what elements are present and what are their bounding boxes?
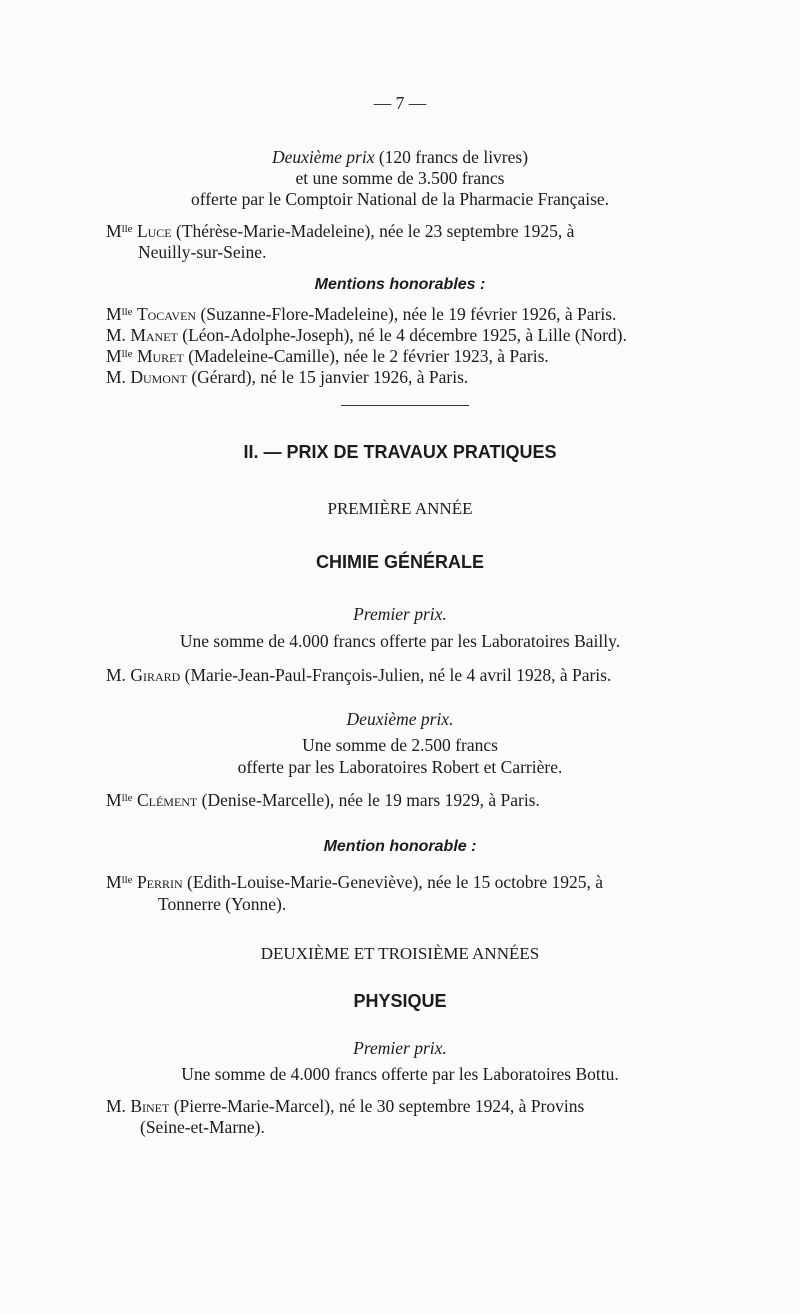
mention-title: M. bbox=[106, 367, 126, 387]
mention-winner bbox=[106, 871, 603, 893]
mention-surname: Tocaven bbox=[136, 304, 197, 324]
second-prize-winner bbox=[106, 789, 540, 811]
subject-heading-2: PHYSIQUE bbox=[353, 991, 447, 1011]
physique-prize-line: Une somme de 4.000 francs offerte par les Laboratoires Bottu. bbox=[181, 1064, 619, 1084]
prize-amount-line: et une somme de 3.500 francs bbox=[295, 168, 505, 188]
physique-prize-title: Premier prix. bbox=[353, 1038, 447, 1058]
mention-title: M. bbox=[106, 325, 126, 345]
mention-rest: (Léon-Adolphe-Joseph), né le 4 décembre 1925, à Lille (Nord). bbox=[177, 325, 627, 345]
winner-rest: (Marie-Jean-Paul-François-Julien, né le 4 avril 1928, à Paris. bbox=[180, 665, 612, 685]
first-prize-title: Premier prix. bbox=[353, 604, 447, 624]
winner-surname: Perrin bbox=[136, 872, 183, 892]
winner-title: M. bbox=[106, 1096, 126, 1116]
mention-rest: (Gérard), né le 15 janvier 1926, à Paris. bbox=[186, 367, 469, 387]
winner-surname: Clément bbox=[136, 790, 198, 810]
physique-prize-winner-cont: (Seine-et-Marne). bbox=[140, 1117, 265, 1137]
second-prize-title: Deuxième prix. bbox=[346, 709, 454, 729]
prize-title-rest: (120 francs de livres) bbox=[374, 147, 529, 167]
first-prize-winner bbox=[106, 664, 611, 686]
mention-sup: lle bbox=[121, 348, 133, 360]
mention-item bbox=[106, 345, 549, 367]
mention-surname: Dumont bbox=[130, 367, 187, 387]
mention-item bbox=[106, 303, 616, 325]
mention-surname: Muret bbox=[136, 346, 184, 366]
mention-title: M bbox=[106, 346, 122, 366]
winner-title-sup: lle bbox=[121, 223, 133, 235]
winner-line bbox=[106, 220, 574, 242]
winner-title: M bbox=[106, 221, 122, 241]
prize-heading-line bbox=[0, 146, 800, 168]
winner-surname: Girard bbox=[130, 665, 181, 685]
mention-rest: (Suzanne-Flore-Madeleine), née le 19 février 1926, à Paris. bbox=[196, 304, 617, 324]
first-prize-line: Une somme de 4.000 francs offerte par les Laboratoires Bailly. bbox=[179, 631, 621, 651]
mentions-heading: Mentions honorables : bbox=[314, 276, 486, 293]
winner-surname: Binet bbox=[130, 1096, 170, 1116]
mention-sup: lle bbox=[121, 306, 133, 318]
winner-rest: (Edith-Louise-Marie-Geneviève), née le 15 octobre 1925, à bbox=[182, 872, 603, 892]
section-heading: II. — PRIX DE TRAVAUX PRATIQUES bbox=[243, 442, 557, 462]
second-prize-line2: offerte par les Laboratoires Robert et Carrière. bbox=[237, 757, 563, 777]
physique-prize-winner bbox=[106, 1095, 584, 1117]
winner-title: M bbox=[106, 790, 122, 810]
winner-rest: (Thérèse-Marie-Madeleine), née le 23 septembre 1925, à bbox=[171, 221, 575, 241]
mention-winner-cont: Tonnerre (Yonne). bbox=[158, 894, 287, 914]
mention-title: M bbox=[106, 304, 122, 324]
mention-surname: Manet bbox=[130, 325, 178, 345]
year-heading: PREMIÈRE ANNÉE bbox=[327, 499, 473, 518]
prize-donor-line: offerte par le Comptoir National de la Pharmacie Française. bbox=[190, 189, 610, 209]
winner-surname: Luce bbox=[136, 221, 172, 241]
mention-item bbox=[106, 324, 627, 346]
winner-title: M bbox=[106, 872, 122, 892]
year-heading-2: DEUXIÈME ET TROISIÈME ANNÉES bbox=[260, 944, 540, 963]
page-number: — 7 — bbox=[373, 93, 427, 113]
winner-line-cont: Neuilly-sur-Seine. bbox=[138, 242, 267, 262]
mention-item bbox=[106, 366, 468, 388]
winner-title: M. bbox=[106, 665, 126, 685]
winner-title-sup: lle bbox=[121, 792, 133, 804]
mention-heading: Mention honorable : bbox=[323, 838, 477, 855]
mention-rest: (Madeleine-Camille), née le 2 février 1923, à Paris. bbox=[183, 346, 549, 366]
prize-title: Deuxième prix bbox=[271, 147, 375, 167]
winner-rest: (Pierre-Marie-Marcel), né le 30 septembre 1924, à Provins bbox=[169, 1096, 585, 1116]
section-divider bbox=[341, 405, 469, 406]
winner-title-sup: lle bbox=[121, 874, 133, 886]
winner-rest: (Denise-Marcelle), née le 19 mars 1929, à Paris. bbox=[197, 790, 540, 810]
subject-heading: CHIMIE GÉNÉRALE bbox=[315, 552, 484, 572]
second-prize-line1: Une somme de 2.500 francs bbox=[302, 735, 498, 755]
